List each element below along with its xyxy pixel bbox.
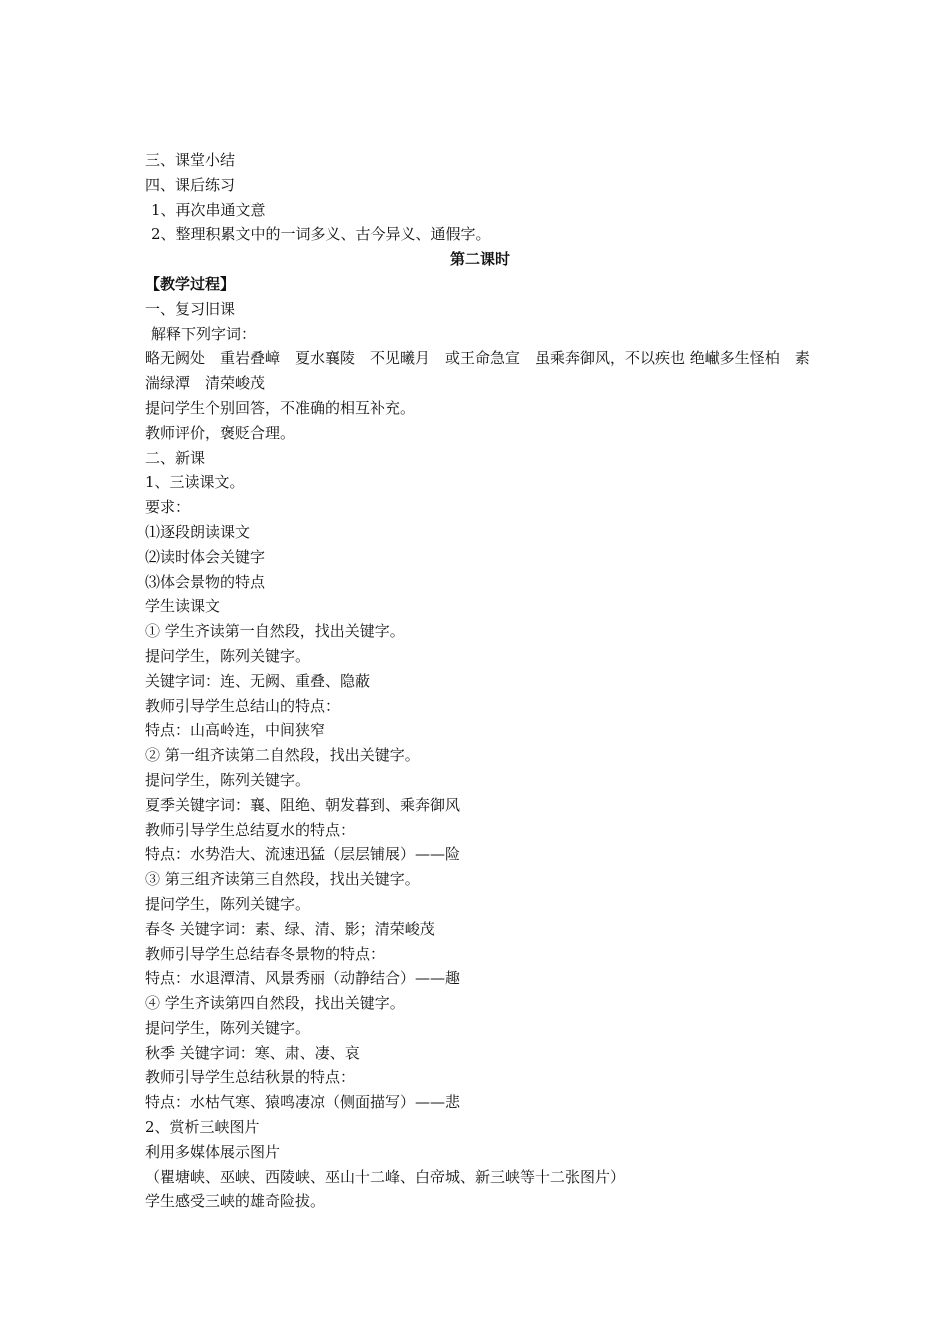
explain-words-prompt: 解释下列字词：	[151, 324, 257, 343]
paragraph-text: 夏季关键字词：襄、阻绝、朝发暮到、乘奔御风	[145, 795, 461, 814]
paragraph-text: 教师评价，褒贬合理。	[145, 423, 296, 442]
section-homework: 四、课后练习	[145, 175, 236, 194]
paragraph-text: ③ 第三组齐读第三自然段，找出关键字。	[145, 870, 420, 889]
paragraph-text: 要求：	[145, 498, 191, 517]
paragraph-text: ④ 学生齐读第四自然段，找出关键字。	[145, 994, 405, 1013]
paragraph-text: 特点：水退潭清、风景秀丽（动静结合）——趣	[145, 969, 461, 988]
new-lesson-heading: 二、新课	[145, 448, 206, 467]
paragraph-text: ② 第一组齐读第二自然段，找出关键字。	[145, 746, 420, 765]
step-heading: 2、赏析三峡图片	[145, 1118, 260, 1137]
requirement-item: ⑴逐段朗读课文	[145, 522, 251, 541]
paragraph-text: 提问学生，陈列关键字。	[145, 770, 311, 789]
paragraph-text: ① 学生齐读第一自然段，找出关键字。	[145, 622, 405, 641]
paragraph-text: 学生感受三峡的雄奇险拔。	[145, 1192, 326, 1211]
paragraph-text: 教师引导学生总结夏水的特点：	[145, 820, 356, 839]
paragraph-text: 特点：水势浩大、流速迅猛（层层铺展）——险	[145, 845, 461, 864]
step-heading: 1、三读课文。	[145, 473, 245, 492]
section-class-summary: 三、课堂小结	[145, 151, 236, 169]
lesson-two-title: 第二课时	[449, 250, 510, 269]
paragraph-text: 春冬 关键字词：素、绿、清、影；清荣峻茂	[145, 919, 435, 938]
requirement-item: ⑶体会景物的特点	[145, 572, 266, 591]
paragraph-text: 教师引导学生总结春冬景物的特点：	[145, 944, 386, 963]
paragraph-text: 利用多媒体展示图片	[145, 1142, 281, 1161]
paragraph-text: （瞿塘峡、巫峡、西陵峡、巫山十二峰、白帝城、新三峡等十二张图片）	[145, 1167, 626, 1186]
review-heading: 一、复习旧课	[145, 299, 236, 318]
paragraph-text: 特点：水枯气寒、猿鸣凄凉（侧面描写）——悲	[145, 1093, 461, 1112]
paragraph-text: 秋季 关键字词：寒、肃、凄、哀	[145, 1043, 360, 1062]
paragraph-text: 提问学生，陈列关键字。	[145, 646, 311, 665]
paragraph-text: 特点：山高岭连，中间狭窄	[145, 721, 326, 740]
vocabulary-list: 略无阙处 重岩叠嶂 夏水襄陵 不见曦月 或王命急宣 虽乘奔御风，不以疾也 绝𪩘多生怪柏 素湍绿潭 清荣峻茂	[145, 349, 810, 393]
paragraph-text: 提问学生，陈列关键字。	[145, 1018, 311, 1037]
paragraph-text: 教师引导学生总结山的特点：	[145, 696, 341, 715]
homework-item-2: 2、整理积累文中的一词多义、古今异义、通假字。	[151, 225, 491, 244]
teaching-process-heading: 【教学过程】	[145, 274, 236, 293]
paragraph-text: 教师引导学生总结秋景的特点：	[145, 1068, 356, 1087]
paragraph-text: 提问学生个别回答，不准确的相互补充。	[145, 398, 416, 417]
homework-item-1: 1、再次串通文意	[151, 200, 266, 219]
paragraph-text: 关键字词：连、无阙、重叠、隐蔽	[145, 671, 371, 690]
requirement-item: ⑵读时体会关键字	[145, 547, 266, 566]
paragraph-text: 学生读课文	[145, 597, 221, 616]
document-page	[145, 148, 815, 1214]
paragraph-text: 提问学生，陈列关键字。	[145, 894, 311, 913]
